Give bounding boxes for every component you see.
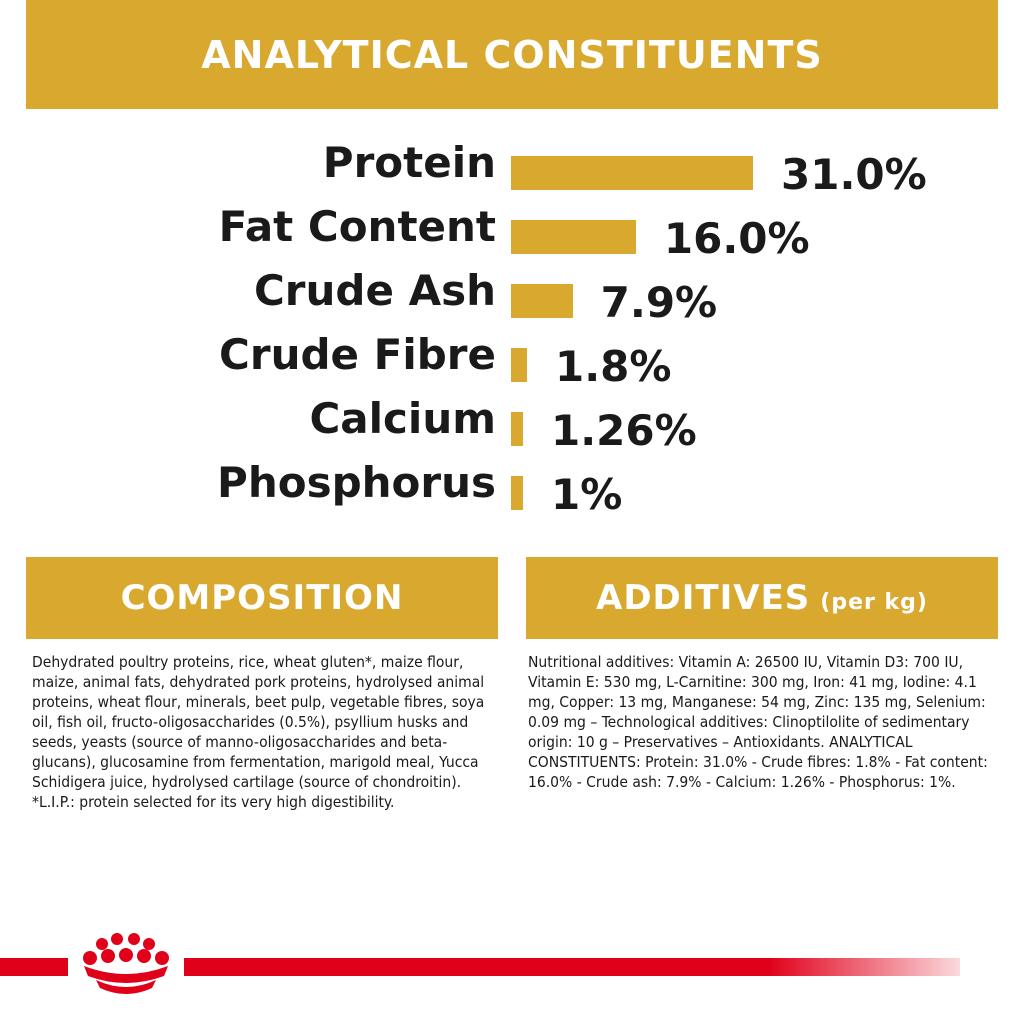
bar: [511, 476, 523, 510]
composition-header: [26, 557, 498, 639]
value-label: 31.0%: [781, 150, 927, 199]
bar: [511, 284, 573, 318]
category-label: Crude Fibre: [219, 330, 496, 379]
composition-title: COMPOSITION: [120, 578, 404, 618]
composition-text-block: [32, 652, 492, 812]
bar: [511, 220, 636, 254]
additives-subtitle: (per kg): [820, 589, 928, 615]
value-label: 7.9%: [600, 278, 718, 327]
composition-note: *L.I.P.: protein selected for its very high digestibility.: [32, 793, 395, 811]
value-label: 1%: [551, 470, 623, 519]
value-label: 1.26%: [551, 406, 697, 455]
bar: [511, 156, 753, 190]
additives-title: ADDITIVES: [596, 578, 811, 618]
bar: [511, 412, 523, 446]
additives-header: [526, 557, 998, 639]
page-title: ANALYTICAL CONSTITUENTS: [201, 32, 823, 77]
value-label: 16.0%: [663, 214, 810, 263]
analytical-constituents-header: [26, 0, 998, 109]
crown-icon: [68, 930, 184, 1002]
category-label: Phosphorus: [217, 458, 496, 507]
bar: [511, 348, 527, 382]
additives-text-block: [528, 652, 993, 792]
category-label: Protein: [322, 138, 496, 187]
category-label: Calcium: [309, 394, 496, 443]
additives-text: Nutritional additives: Vitamin A: 26500 IU, Vitamin D3: 700 IU, Vitamin E: 530 mg, L-Carnitine: 300 mg, Iron: 41 mg, Iodine: 4.1 mg, Copper: 13 mg, Manganese: 54 mg, Zinc: 135 mg, Selenium: 0.09 mg – Technological additives: Clinoptilolite of sedimentary origin: 10 g – Preservatives – Antioxidants. ANALYTICAL CONSTITUENTS: Protein: 31.0% - Crude fibres: 1.8% - Fat content: 16.0% - Crude ash: 7.9% - Calcium: 1.26% - Phosphorus: 1%.: [528, 653, 988, 791]
value-label: 1.8%: [555, 342, 672, 391]
composition-text: Dehydrated poultry proteins, rice, wheat gluten*, maize flour, maize, animal fats, dehydrated pork proteins, hydrolysed animal proteins, wheat flour, minerals, beet pulp, vegetable fibres, soya oil, fish oil, fructo-oligosaccharides (0.5%), psyllium husks and seeds, yeasts (source of manno-oligosaccharides and beta-glucans), glucosamine from fermentation, marigold meal, Yucca Schidigera juice, hydrolysed cartilage (source of chondroitin).: [32, 653, 485, 791]
category-label: Crude Ash: [253, 266, 496, 315]
constituents-chart: [0, 130, 1024, 530]
category-label: Fat Content: [218, 202, 496, 251]
